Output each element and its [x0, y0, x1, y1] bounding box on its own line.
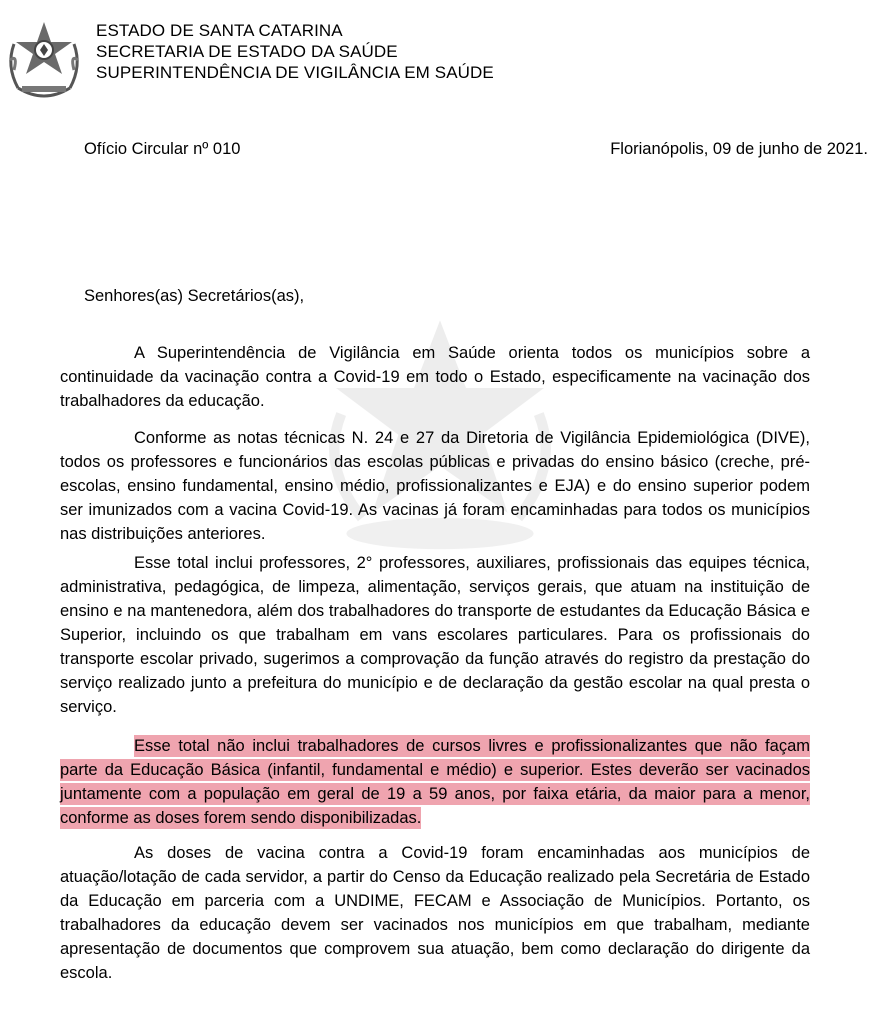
santa-catarina-coat-of-arms-icon: [4, 14, 84, 102]
document-date: Florianópolis, 09 de junho de 2021.: [610, 140, 868, 158]
letterhead-state: ESTADO DE SANTA CATARINA: [96, 21, 343, 40]
salutation: Senhores(as) Secretários(as),: [84, 287, 305, 305]
highlighted-paragraph: [60, 734, 810, 830]
letterhead-superintendency: SUPERINTENDÊNCIA DE VIGILÂNCIA EM SAÚDE: [96, 63, 494, 82]
highlight-mark: Esse total não inclui trabalhadores de cursos livres e profissionalizantes que não façam parte da Educação Básica (infantil, fundamental e médio) e superior. Estes deverão ser vacinados juntamente com a população em geral de 19 a 59 anos, por faixa etária, da maior para a menor, conforme as doses forem sendo disponibilizadas.: [60, 737, 810, 827]
paragraph: A Superintendência de Vigilância em Saúde orienta todos os municípios sobre a continuidade da vacinação contra a Covid-19 em todo o Estado, especificamente na vacinação dos trabalhadores da educação.: [60, 344, 810, 410]
paragraph: Conforme as notas técnicas N. 24 e 27 da Diretoria de Vigilância Epidemiológica (DIVE), todos os professores e funcionários das escolas públicas e privadas do ensino básico (creche, pré-escolas, ensino fundamental, ensino médio, profissionalizantes e EJA) e do ensino superior podem ser imunizados com a vacina Covid-19. As vacinas já foram encaminhadas para todos os municípios nas distribuições anteriores.: [60, 429, 810, 543]
paragraph: Esse total inclui professores, 2° professores, auxiliares, profissionais das equipes técnica, administrativa, pedagógica, de limpeza, alimentação, serviços gerais, que atuam na instituição de ensino e na mantenedora, além dos trabalhadores do transporte de estudantes da Educação Básica e Superior, incluindo os que trabalham em vans escolares particulares. Para os profissionais do transporte escolar privado, sugerimos a comprovação da função através do registro da prestação do serviço realizado junto a prefeitura do município e de declaração da gestão escolar na qual presta o serviço.: [60, 554, 810, 716]
letterhead-secretariat: SECRETARIA DE ESTADO DA SAÚDE: [96, 42, 398, 61]
paragraph: As doses de vacina contra a Covid-19 foram encaminhadas aos municípios de atuação/lotação de cada servidor, a partir do Censo da Educação realizado pela Secretária de Estado da Educação em parceria com a UNDIME, FECAM e Associação de Municípios. Portanto, os trabalhadores da educação devem ser vacinados nos municípios em que trabalham, mediante apresentação de documentos que comprovem sua atuação, bem como declaração do dirigente da escola.: [60, 844, 810, 982]
letterhead: [96, 20, 494, 83]
oficio-number: Ofício Circular nº 010: [84, 140, 241, 158]
